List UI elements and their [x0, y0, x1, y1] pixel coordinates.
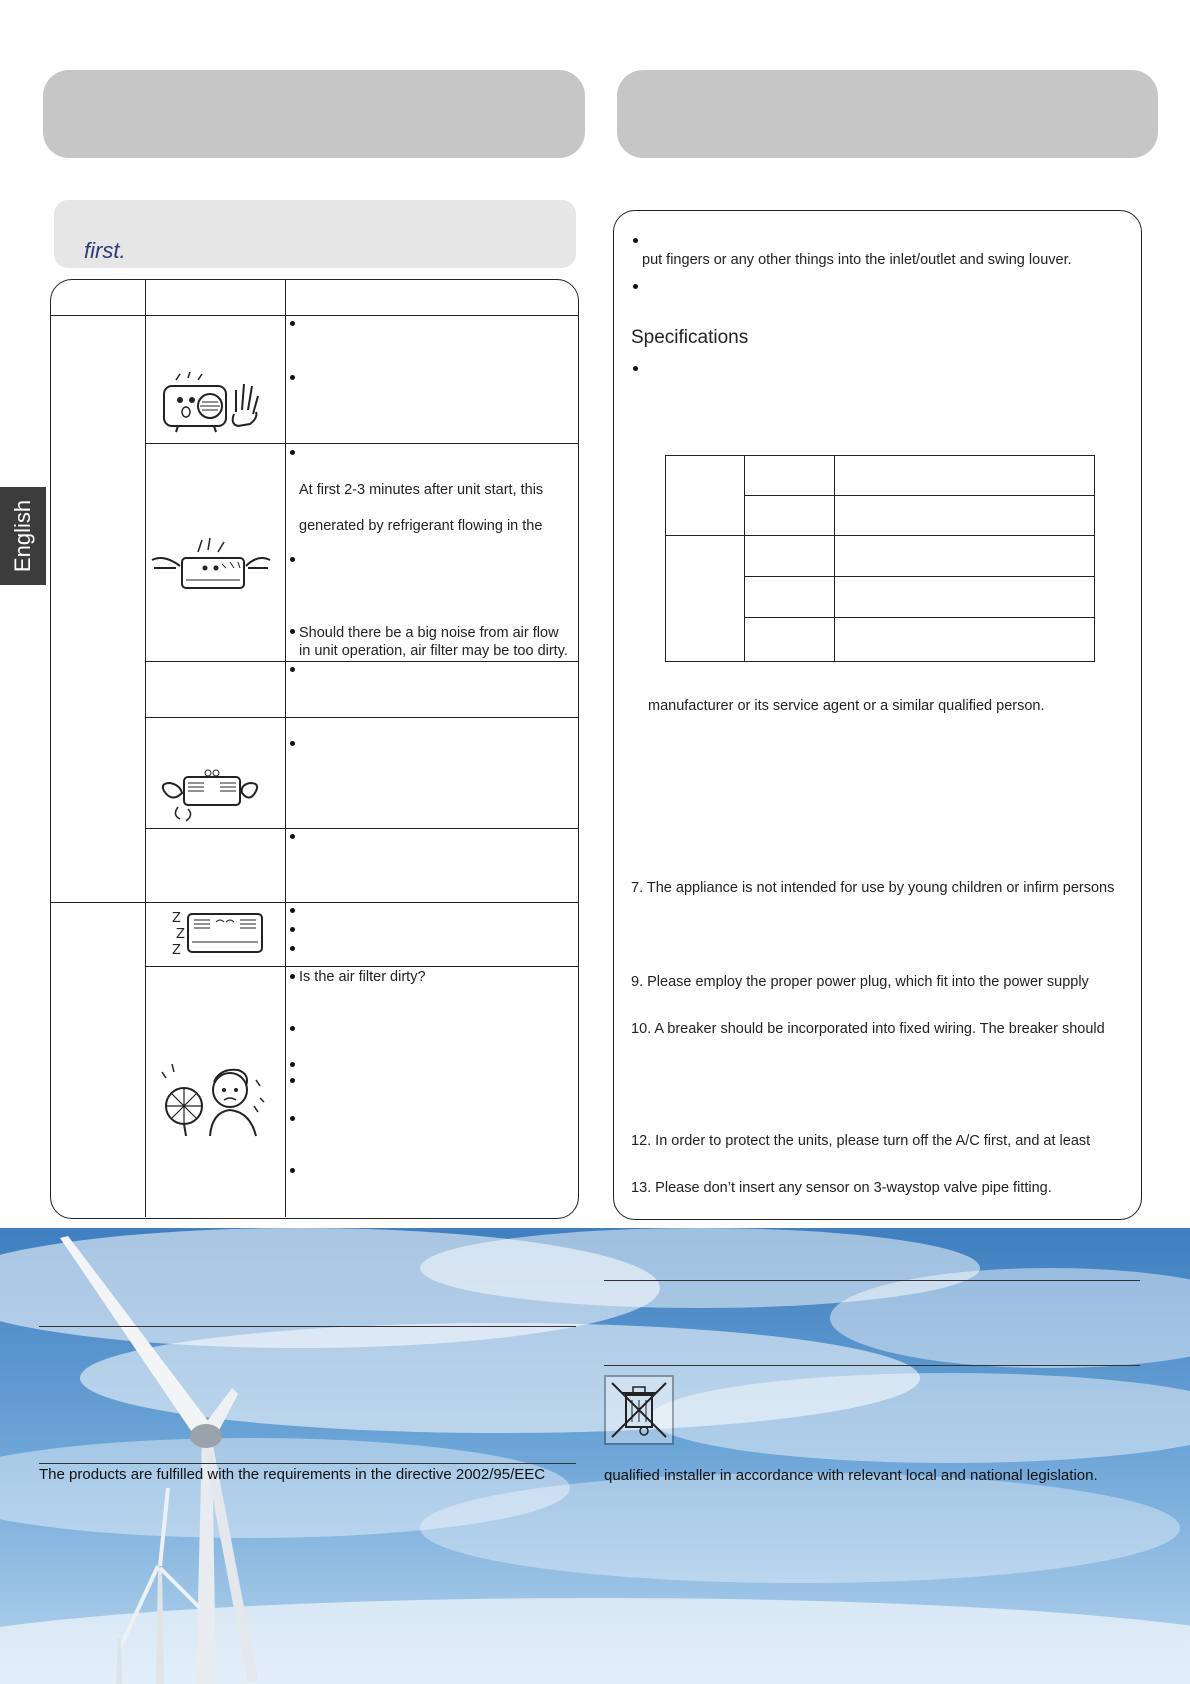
- airflow-noise-text: Should there be a big noise from air flow: [299, 625, 559, 641]
- bullet: [290, 629, 295, 634]
- notes-line-fingers: put fingers or any other things into the inlet/outlet and swing louver.: [642, 252, 1072, 268]
- note-item-13: 13. Please don’t insert any sensor on 3-waystop valve pipe fitting.: [631, 1180, 1052, 1196]
- group-line: [51, 902, 578, 903]
- sky-illustration: [0, 1228, 1190, 1684]
- bullet: [633, 284, 638, 289]
- right-section-rule: [604, 1280, 1140, 1281]
- directive-text: The products are fulfilled with the requirements in the directive 2002/95/EEC: [39, 1466, 546, 1483]
- spec-row-line: [745, 617, 1095, 618]
- row-line: [146, 828, 578, 829]
- table-col-divider-2: [285, 280, 286, 1217]
- right-header-bar: [617, 70, 1158, 158]
- row-line: [146, 661, 578, 662]
- bullet: [290, 1026, 295, 1031]
- specifications-title: Specifications: [631, 327, 749, 348]
- unit-smell-icon: [158, 763, 262, 823]
- language-side-tab: [0, 487, 46, 585]
- bullet: [633, 366, 638, 371]
- language-label: English: [10, 499, 35, 573]
- bullet: [290, 946, 295, 951]
- bullet: [290, 974, 295, 979]
- left-section-rule: [39, 1463, 576, 1464]
- airflow-noise-text: in unit operation, air filter may be too dirty.: [299, 643, 568, 659]
- table-col-divider-1: [145, 280, 146, 1217]
- svg-text:Z: Z: [172, 911, 181, 926]
- svg-text:Z: Z: [172, 943, 181, 958]
- note-item-12: 12. In order to protect the units, please turn off the A/C first, and at least: [631, 1133, 1091, 1149]
- spec-row-line: [745, 495, 1095, 496]
- wind-turbine-background: [0, 1228, 1190, 1684]
- air-filter-question: Is the air filter dirty?: [299, 969, 426, 985]
- service-agent-line: manufacturer or its service agent or a similar qualified person.: [648, 698, 1045, 714]
- subheader-text: first.: [84, 238, 126, 263]
- noise-text-line: generated by refrigerant flowing in the: [299, 518, 543, 534]
- spec-col-divider: [744, 455, 745, 662]
- disposal-text: qualified installer in accordance with relevant local and national legislation.: [604, 1467, 1098, 1484]
- bullet: [290, 1078, 295, 1083]
- bullet: [290, 908, 295, 913]
- bullet: [290, 450, 295, 455]
- unit-stop-hand-icon: [158, 372, 262, 434]
- note-item-7: 7. The appliance is not intended for use by young children or infirm persons: [631, 880, 1115, 896]
- note-item-10: 10. A breaker should be incorporated into fixed wiring. The breaker should: [631, 1021, 1105, 1037]
- bullet: [290, 557, 295, 562]
- row-line: [146, 966, 578, 967]
- bullet: [633, 238, 638, 243]
- noise-text-line: At first 2-3 minutes after unit start, this: [299, 482, 544, 498]
- bullet: [290, 927, 295, 932]
- bullet: [290, 1062, 295, 1067]
- bullet: [290, 321, 295, 326]
- spec-table-frame: [665, 455, 1095, 662]
- bullet: [290, 1116, 295, 1121]
- spec-row-line: [745, 576, 1095, 577]
- troubleshooting-subheader: [54, 200, 576, 268]
- bullet: [290, 741, 295, 746]
- unit-noise-shrug-icon: [150, 538, 272, 594]
- spec-col-divider: [834, 455, 835, 662]
- table-frame: [50, 279, 579, 1219]
- spec-group-line: [666, 535, 1095, 536]
- weee-crossed-bin-icon: [604, 1375, 674, 1445]
- bullet: [290, 375, 295, 380]
- right-section-rule: [604, 1365, 1140, 1366]
- bullet: [290, 834, 295, 839]
- bullet: [290, 667, 295, 672]
- note-item-9: 9. Please employ the proper power plug, which fit into the power supply: [631, 974, 1089, 990]
- bullet: [290, 1168, 295, 1173]
- row-line: [146, 443, 578, 444]
- unit-sleeping-icon: [170, 908, 266, 958]
- notes-frame: [613, 210, 1142, 1220]
- svg-text:Z: Z: [176, 927, 185, 942]
- table-header-line: [51, 315, 578, 316]
- left-header-bar: [43, 70, 585, 158]
- left-section-rule: [39, 1326, 576, 1327]
- person-hot-fan-icon: [156, 1050, 268, 1138]
- row-line: [146, 717, 578, 718]
